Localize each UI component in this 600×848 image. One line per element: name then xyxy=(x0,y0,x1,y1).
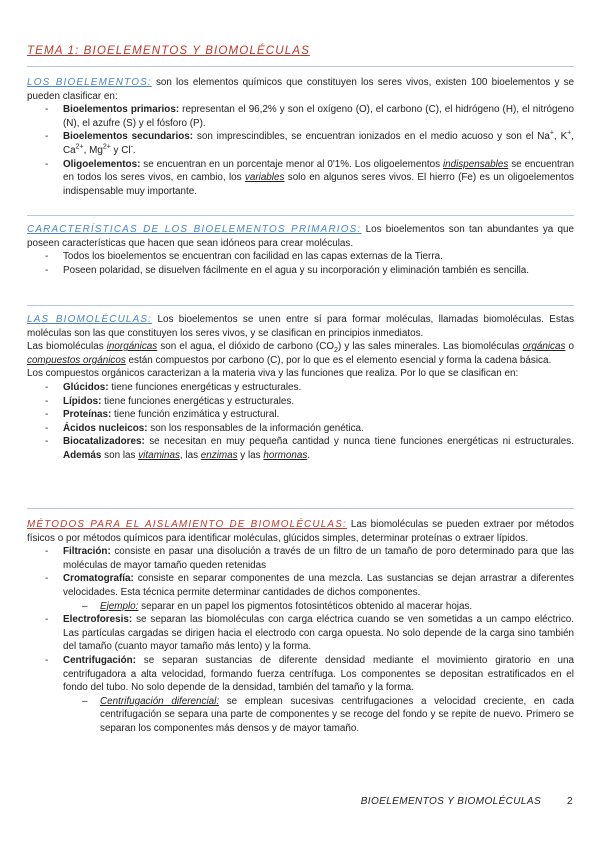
metodos-intro: MÉTODOS PARA EL AISLAMIENTO DE BIOMOLÉCULAS: Las biomoléculas se pueden extraer por métodos físicos o por métodos químicos para identificar moléculas, glúcidos simples, determinar proteínas o extraer lípidos. xyxy=(27,519,574,544)
biomoleculas-paragraph: Las biomoléculas inorgánicas son el agua, el dióxido de carbono $(CO_2)$ y las sales minerales. Las biomoléculas orgánicas o compuestos orgánicos están compuestos por carbono (C), por lo que es el elemento esencial y forma la cadena básica. xyxy=(27,341,574,366)
caracteristicas-intro: CARACTERÍSTICAS DE LOS BIOELEMENTOS PRIMARIOS: Los bioelementos son tan abundantes ya que poseen características que hacen que sean idóneos para crear moléculas. xyxy=(27,224,574,249)
list-item: – Ejemplo: separar en un papel los pigmentos fotosintéticos obtenido al macerar hojas. xyxy=(82,600,473,612)
list-item: – Centrifugación diferencial: se emplean sucesivas centrifugaciones a velocidad creciente, en cada centrifugación se separa una parte de componentes y se recoge del fondo y se repite de nuevo. Primero se separan los componentes más densos y de mayor tamaño. xyxy=(82,695,574,734)
keyword: indispensables xyxy=(442,158,509,170)
biomoleculas-paragraph: Los compuestos orgánicos caracterizan a la materia viva y las funciones que realiza. Por lo que se clasifican en: xyxy=(27,368,519,380)
list-item: - Oligoelementos: se encuentran en un porcentaje menor al 0'1%. Los oligoelementos indispensables se encuentran en todos los seres vivos, en cambio, los variables solo en algunos seres vivos. El hierro (Fe) es un oligoelementos indispensable muy importante. xyxy=(45,158,574,197)
section-biomoleculas xyxy=(27,305,574,463)
list-item: - Filtración: consiste en pasar una disolución a través de un filtro de un tamaño de poro determinado para que las moléculas de mayor tamaño queden retenidas xyxy=(45,546,574,571)
keyword: hormonas xyxy=(263,449,308,461)
list-item: - Centrifugación: se separan sustancias de diferente densidad mediante el movimiento giratorio en una centrifugadora a alta velocidad, formando fuerza centrífuga. Los componentes se depositan estratificados en el fondo del tubo. No solo depende de la densidad, también del tamaño y la forma. xyxy=(45,654,574,694)
caracteristicas-heading: CARACTERÍSTICAS DE LOS BIOELEMENTOS PRIMARIOS: xyxy=(27,224,362,235)
bioelementos-intro: LOS BIOELEMENTOS: son los elementos químicos que constituyen los seres vivos, existen 100 bioelementos y se pueden clasificar en: xyxy=(27,77,575,102)
list-item: - Lípidos: tiene funciones energéticas y estructurales. xyxy=(45,395,295,407)
list-item: - Poseen polaridad, se disuelven fácilmente en el agua y su incorporación y eliminación también es sencilla. xyxy=(45,264,530,276)
keyword: Ejemplo: xyxy=(100,600,139,612)
list-item: - Bioelementos secundarios: son imprescindibles, se encuentran ionizados en el medio acuoso y son el Na+, K+, $Ca^{2+}$, $Mg^{2+}$ y Cl-. xyxy=(45,130,575,156)
metodos-heading: MÉTODOS PARA EL AISLAMIENTO DE BIOMOLÉCULAS: xyxy=(27,519,347,530)
section-metodos xyxy=(27,508,574,736)
list-item: - Cromatografía: consiste en separar componentes de una mezcla. Las sustancias se dejan arrastrar a diferentes velocidades. Esta técnica permite determinar cantidades de dichos componentes. xyxy=(45,573,574,598)
list-item: - Proteínas: tiene función enzimática y estructural. xyxy=(45,409,280,421)
list-item: - Todos los bioelementos se encuentran con facilidad en las capas externas de la Tierra. xyxy=(45,251,443,263)
keyword: vitaminas xyxy=(138,449,180,461)
keyword: Centrifugación diferencial: xyxy=(100,695,220,707)
section-caracteristicas xyxy=(27,215,574,277)
page-number: 2 xyxy=(567,796,573,807)
list-item: - Bioelementos primarios: representan el 96,2% y son el oxígeno (O), el carbono (C), el hidrógeno (H), el nitrógeno (N), el azufre (S) y el fósforo (P). xyxy=(45,104,574,129)
metodos-list xyxy=(27,545,574,735)
list-item: - Glúcidos: tiene funciones energéticas y estructurales. xyxy=(45,381,302,393)
keyword: orgánicas xyxy=(522,341,566,353)
bioelementos-list xyxy=(27,103,574,198)
keyword: compuestos orgánicos xyxy=(27,354,126,366)
biomoleculas-list xyxy=(27,381,574,463)
biomoleculas-intro: LAS BIOMOLÉCULAS: Los bioelementos se unen entre sí para formar moléculas, llamadas biomoléculas. Estas moléculas son las que constituyen los seres vivos, y se clasifican en principios inmediatos. xyxy=(27,314,575,339)
page-footer xyxy=(361,796,573,807)
bioelementos-heading: LOS BIOELEMENTOS: xyxy=(27,77,152,88)
list-item: - Electroforesis: se separan las biomoléculas con carga eléctrica cuando se ven sometidas a un campo eléctrico. Las partículas cargadas se dirigen hacia el electrodo con carga opuesta. No solo depende de la carga sino también del tamaño (cuanto mayor tamaño más lento) y la forma. xyxy=(45,614,574,653)
list-item: - Biocatalizadores: se necesitan en muy pequeña cantidad y nunca tiene funciones energéticas ni estructurales. Además son las vitaminas, las enzimas y las hormonas. xyxy=(45,436,574,461)
document-title: TEMA 1: BIOELEMENTOS Y BIOMOLÉCULAS xyxy=(27,44,310,57)
biomoleculas-heading: LAS BIOMOLÉCULAS: xyxy=(27,314,153,325)
keyword: enzimas xyxy=(200,449,238,461)
keyword: inorgánicas xyxy=(106,341,158,353)
caracteristicas-list xyxy=(27,250,574,277)
section-bioelementos xyxy=(27,66,574,198)
list-item: - Ácidos nucleicos: son los responsables de la información genética. xyxy=(45,422,364,434)
footer-label: BIOELEMENTOS Y BIOMOLÉCULAS xyxy=(360,796,542,807)
keyword: variables xyxy=(244,172,285,184)
